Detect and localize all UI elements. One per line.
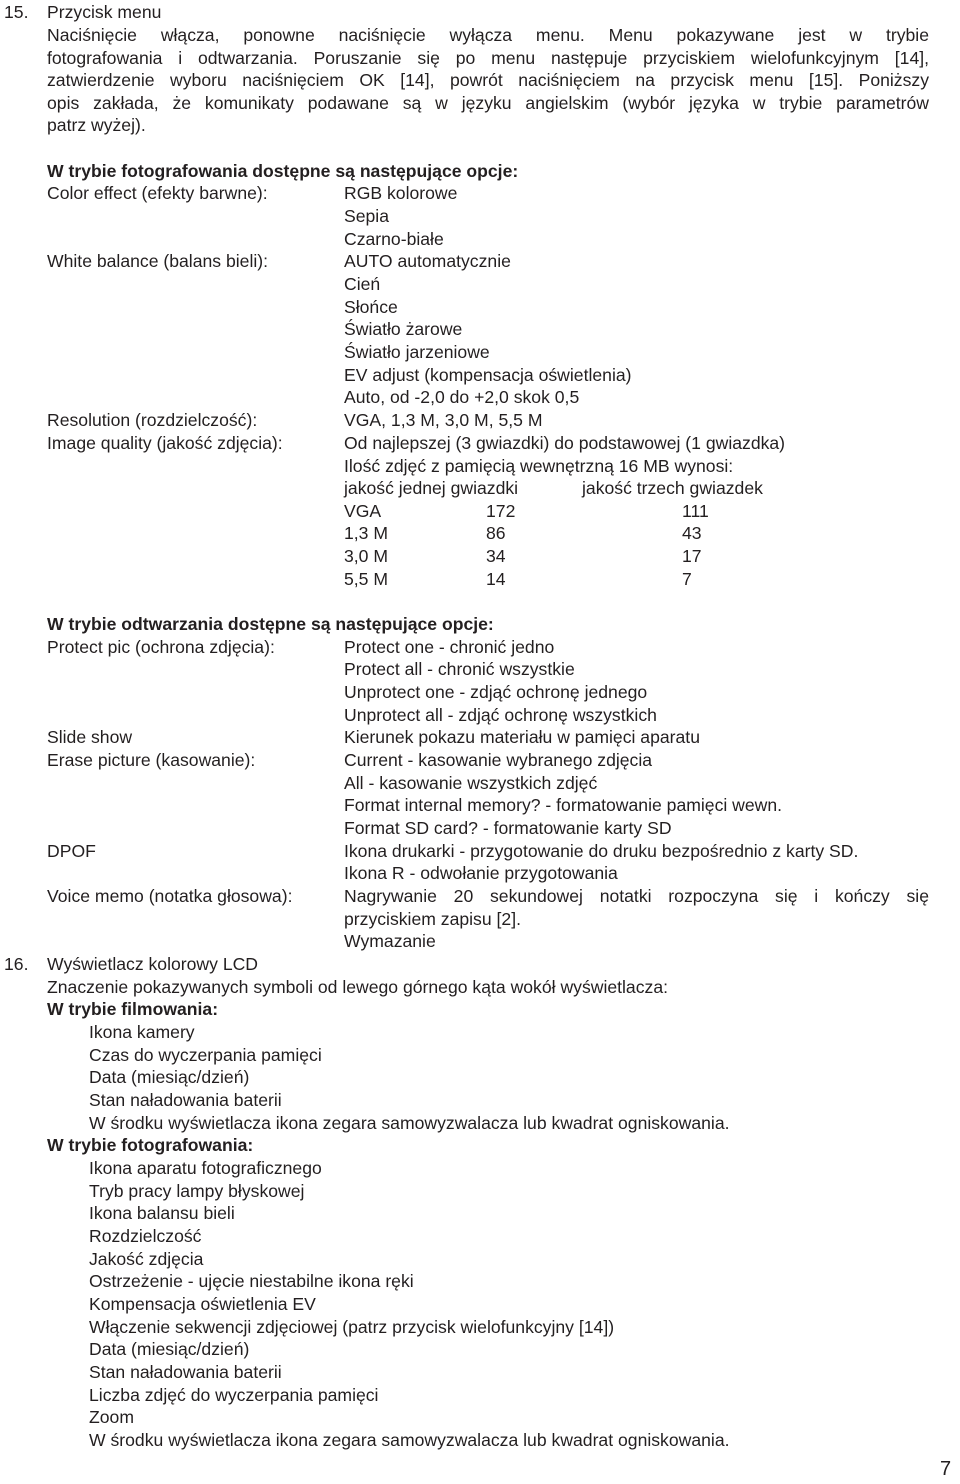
- option-label-erase-picture: Erase picture (kasowanie):: [47, 750, 256, 770]
- list-item: Stan naładowania baterii: [89, 1362, 282, 1382]
- page-number: 7: [940, 1458, 952, 1480]
- table-cell: 111: [682, 501, 709, 521]
- option-value: Światło żarowe: [344, 319, 463, 339]
- photo-options-heading: W trybie fotografowania dostępne są następujące opcje:: [47, 161, 519, 181]
- table-cell: 7: [682, 569, 692, 589]
- option-label-slide-show: Slide show: [47, 727, 133, 747]
- section-16-intro: Znaczenie pokazywanych symboli od lewego górnego kąta wokół wyświetlacza:: [47, 977, 668, 997]
- list-item: Ikona balansu bieli: [89, 1203, 235, 1223]
- option-label-resolution: Resolution (rozdzielczość):: [47, 410, 258, 430]
- paragraph-line: Naciśnięcie włącza, ponowne naciśnięcie wyłącza menu. Menu pokazywane jest w trybie: [47, 25, 929, 45]
- paragraph-line: patrz wyżej).: [47, 115, 146, 136]
- option-value: Wymazanie: [344, 931, 436, 951]
- table-header: jakość trzech gwiazdek: [582, 478, 763, 498]
- list-item: Włączenie sekwencji zdjęciowej (patrz przycisk wielofunkcyjny [14]): [89, 1317, 615, 1337]
- list-item: Tryb pracy lampy błyskowej: [89, 1181, 305, 1201]
- table-cell: 3,0 M: [344, 546, 389, 566]
- option-value: Światło jarzeniowe: [344, 342, 490, 362]
- option-value: VGA, 1,3 M, 3,0 M, 5,5 M: [344, 410, 543, 430]
- list-item: Data (miesiąc/dzień): [89, 1339, 250, 1359]
- option-label-color-effect: Color effect (efekty barwne):: [47, 183, 268, 203]
- table-cell: 34: [486, 546, 506, 566]
- option-value: Auto, od -2,0 do +2,0 skok 0,5: [344, 387, 580, 407]
- table-cell: 43: [682, 523, 702, 543]
- film-mode-heading: W trybie filmowania:: [47, 999, 219, 1019]
- option-value: Nagrywanie 20 sekundowej notatki rozpoczyna się i kończy się: [344, 886, 929, 906]
- list-item: Data (miesiąc/dzień): [89, 1067, 250, 1087]
- table-cell: VGA: [344, 501, 382, 521]
- option-value: Unprotect one - zdjąć ochronę jednego: [344, 682, 648, 702]
- option-value: Format internal memory? - formatowanie pamięci wewn.: [344, 795, 783, 815]
- option-value: przyciskiem zapisu [2].: [344, 909, 521, 929]
- option-value: Protect one - chronić jedno: [344, 637, 555, 657]
- photo-mode-heading: W trybie fotografowania:: [47, 1135, 254, 1155]
- table-cell: 17: [682, 546, 702, 566]
- option-value: RGB kolorowe: [344, 183, 458, 203]
- option-value: Current - kasowanie wybranego zdjęcia: [344, 750, 653, 770]
- option-value: Cień: [344, 274, 381, 294]
- paragraph-line: opis zakłada, że komunikaty podawane są w języku angielskim (wybór języka w trybie parametrów: [47, 92, 929, 113]
- option-label-voice-memo: Voice memo (notatka głosowa):: [47, 886, 293, 906]
- table-cell: 5,5 M: [344, 569, 389, 589]
- option-value: Ikona R - odwołanie przygotowania: [344, 863, 618, 883]
- option-value: Unprotect all - zdjąć ochronę wszystkich: [344, 705, 657, 725]
- list-item: Stan naładowania baterii: [89, 1090, 282, 1110]
- section-15-paragraph: [47, 24, 929, 137]
- option-value: Ilość zdjęć z pamięcią wewnętrzną 16 MB wynosi:: [344, 456, 734, 476]
- option-value: Sepia: [344, 206, 389, 226]
- list-item: Liczba zdjęć do wyczerpania pamięci: [89, 1385, 379, 1405]
- playback-options-heading: W trybie odtwarzania dostępne są następujące opcje:: [47, 614, 494, 634]
- table-header: jakość jednej gwiazdki: [344, 478, 519, 498]
- table-cell: 1,3 M: [344, 523, 389, 543]
- table-cell: 14: [486, 569, 506, 589]
- table-cell: 172: [486, 501, 516, 521]
- option-value: All - kasowanie wszystkich zdjęć: [344, 773, 598, 793]
- option-value: EV adjust (kompensacja oświetlenia): [344, 365, 632, 385]
- option-value: Ikona drukarki - przygotowanie do druku bezpośrednio z karty SD.: [344, 841, 859, 861]
- list-item: Kompensacja oświetlenia EV: [89, 1294, 316, 1314]
- option-value: Kierunek pokazu materiału w pamięci aparatu: [344, 727, 700, 747]
- list-item: Ikona aparatu fotograficznego: [89, 1158, 322, 1178]
- option-label-protect-pic: Protect pic (ochrona zdjęcia):: [47, 637, 275, 657]
- paragraph-line: zatwierdzenie wyboru naciśnięciem OK [14], powrót naciśnięciem na przycisk menu [15]. Poniższy: [47, 70, 929, 91]
- option-value: Słońce: [344, 297, 398, 317]
- list-item: Ikona kamery: [89, 1022, 195, 1042]
- list-item: Ostrzeżenie - ujęcie niestabilne ikona ręki: [89, 1271, 414, 1291]
- section-16-number: 16.: [4, 954, 29, 974]
- section-15-title: Przycisk menu: [47, 2, 162, 22]
- list-item: Jakość zdjęcia: [89, 1249, 204, 1269]
- option-value: Format SD card? - formatowanie karty SD: [344, 818, 672, 838]
- section-15-number: 15.: [4, 2, 29, 22]
- list-item: W środku wyświetlacza ikona zegara samowyzwalacza lub kwadrat ogniskowania.: [89, 1430, 730, 1450]
- option-label-white-balance: White balance (balans bieli):: [47, 251, 269, 271]
- list-item: Rozdzielczość: [89, 1226, 202, 1246]
- option-value: Czarno-białe: [344, 229, 444, 249]
- option-value: AUTO automatycznie: [344, 251, 511, 271]
- option-value: Od najlepszej (3 gwiazdki) do podstawowej (1 gwiazdka): [344, 433, 786, 453]
- table-cell: 86: [486, 523, 506, 543]
- list-item: Zoom: [89, 1407, 134, 1427]
- list-item: Czas do wyczerpania pamięci: [89, 1045, 322, 1065]
- list-item: W środku wyświetlacza ikona zegara samowyzwalacza lub kwadrat ogniskowania.: [89, 1113, 730, 1133]
- option-label-image-quality: Image quality (jakość zdjęcia):: [47, 433, 283, 453]
- section-16-title: Wyświetlacz kolorowy LCD: [47, 954, 259, 974]
- option-label-dpof: DPOF: [47, 841, 96, 861]
- paragraph-line: fotografowania i odtwarzania. Poruszanie się po menu następuje przyciskiem wielofunkcyjnym [14],: [47, 47, 929, 68]
- option-value: Protect all - chronić wszystkie: [344, 659, 575, 679]
